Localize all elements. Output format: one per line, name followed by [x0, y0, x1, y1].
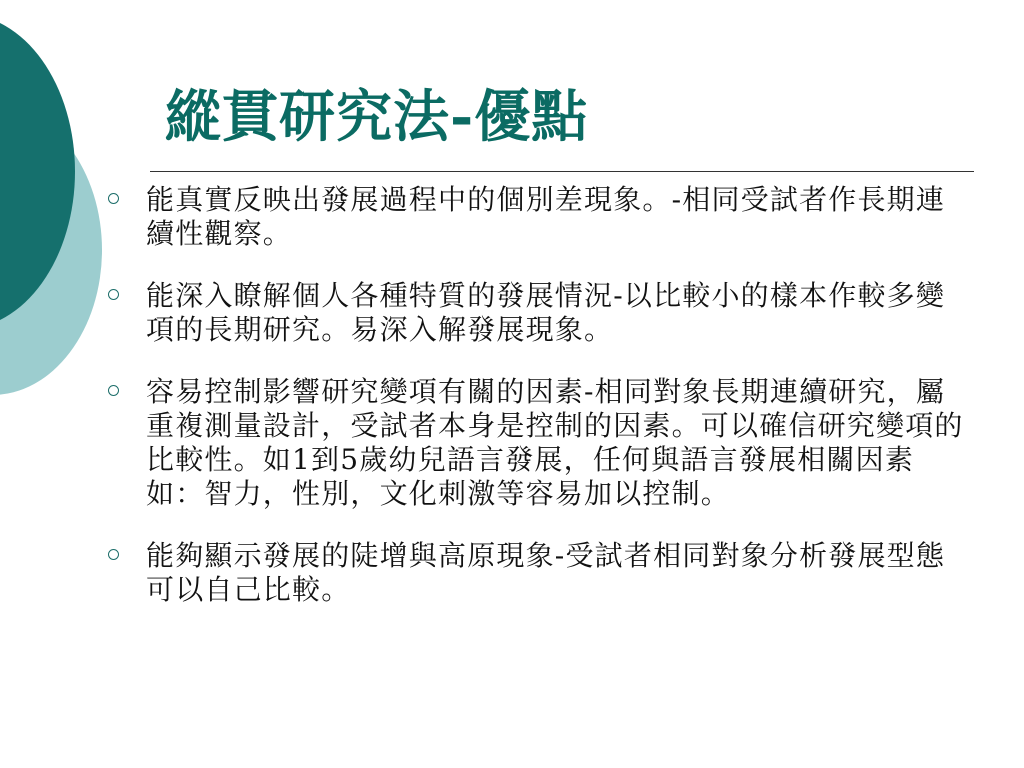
- title-divider: [150, 171, 974, 172]
- bullet-item: [108, 183, 978, 251]
- bullet-item: [108, 279, 978, 347]
- hollow-circle-bullet-icon: [108, 549, 119, 560]
- hollow-circle-bullet-icon: [108, 289, 119, 300]
- slide-title: 縱貫研究法-優點: [165, 84, 589, 150]
- hollow-circle-bullet-icon: [108, 385, 119, 396]
- bullet-item: [108, 539, 978, 607]
- bullet-text: 能夠顯示發展的陡增與高原現象-受試者相同對象分析發展型態可以自己比較。: [146, 539, 946, 606]
- bullet-text: 容易控制影響研究變項有關的因素-相同對象長期連續研究，屬重複測量設計，受試者本身是控制的因素。可以確信研究變項的比較性。如1到5歲幼兒語言發展，任何與語言發展相關因素如：智力，性別，文化刺激等容易加以控制。: [146, 375, 964, 510]
- bullet-item: [108, 375, 978, 511]
- bullet-list: [108, 183, 978, 635]
- bullet-text: 能真實反映出發展過程中的個別差現象。-相同受試者作長期連續性觀察。: [146, 183, 946, 250]
- hollow-circle-bullet-icon: [108, 193, 119, 204]
- bullet-text: 能深入瞭解個人各種特質的發展情況-以比較小的樣本作較多變項的長期研究。易深入解發展現象。: [146, 279, 946, 346]
